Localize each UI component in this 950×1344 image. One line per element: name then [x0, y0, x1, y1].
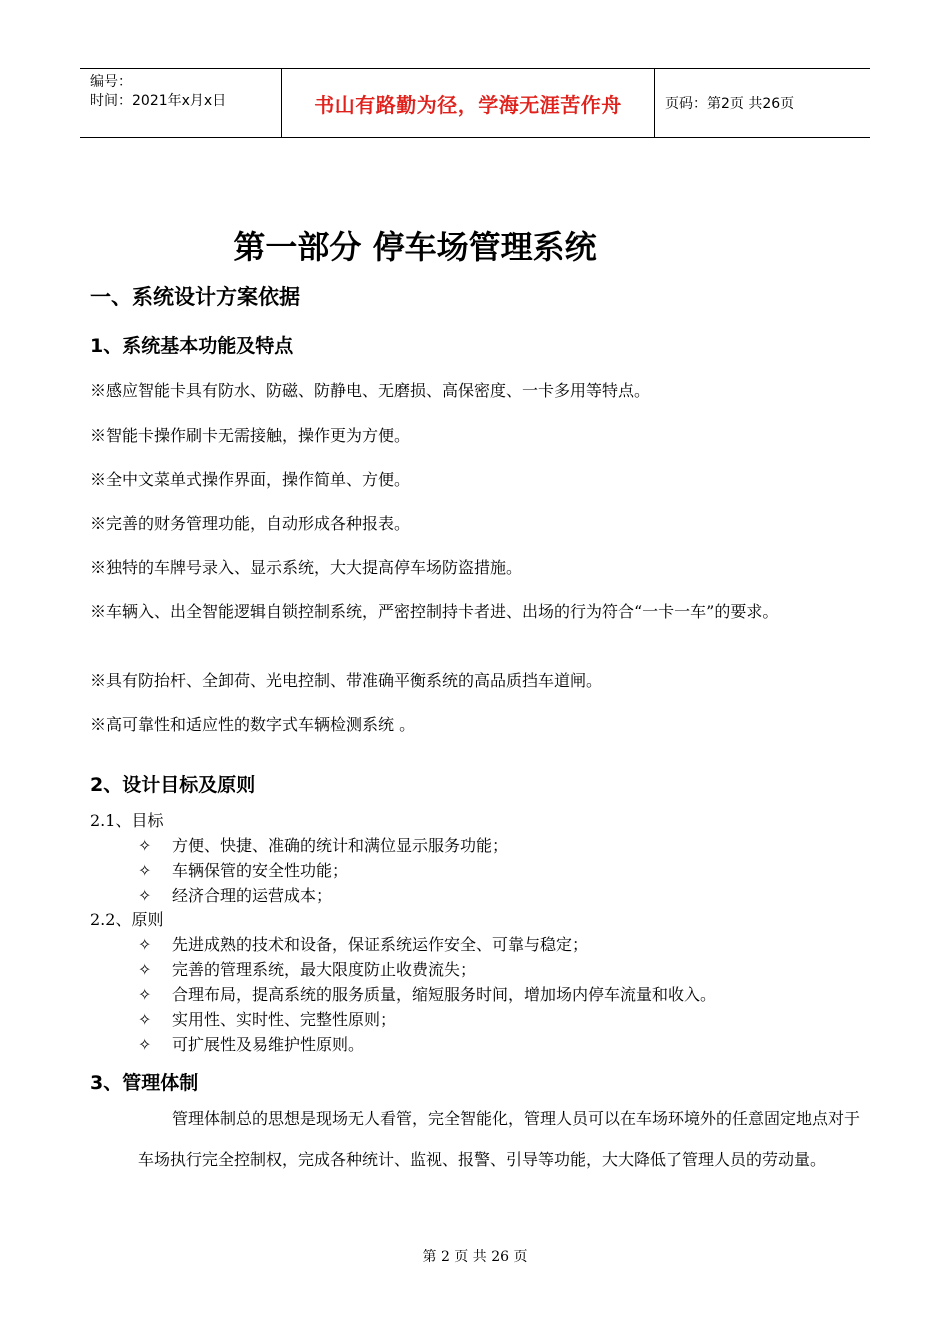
date-label: 时间：2021年x月x日 — [90, 93, 227, 109]
management-paragraph: 管理体制总的思想是现场无人看管，完全智能化，管理人员可以在车场环境外的任意固定地点对于车场执行完全控制权，完成各种统计、监视、报警、引导等功能，大大降低了管理人员的劳动量。 — [138, 1109, 861, 1169]
principle-item: ✧ 实用性、实时性、完整性原则； — [138, 1010, 397, 1029]
page-footer: 第 2 页 共 26 页 — [422, 1249, 528, 1265]
subsection-heading-2: 2、设计目标及原则 — [90, 774, 256, 796]
subsection-heading-3: 3、管理体制 — [90, 1072, 199, 1094]
feature-item: ※智能卡操作刷卡无需接触，操作更为方便。 — [90, 426, 411, 445]
feature-item: ※高可靠性和适应性的数字式车辆检测系统 。 — [90, 715, 416, 734]
principle-item: ✧ 可扩展性及易维护性原则。 — [138, 1035, 365, 1054]
header-meta — [80, 69, 282, 137]
goal-item: ✧ 方便、快捷、准确的统计和满位显示服务功能； — [138, 836, 509, 855]
feature-item: ※感应智能卡具有防水、防磁、防静电、无磨损、高保密度、一卡多用等特点。 — [90, 381, 651, 400]
diamond-bullet-icon: ✧ — [138, 861, 152, 880]
section-heading: 一、系统设计方案依据 — [90, 285, 300, 309]
feature-item: ※车辆入、出全智能逻辑自锁控制系统，严密控制持卡者进、出场的行为符合“一卡一车”的要求。 — [90, 602, 779, 621]
diamond-bullet-icon: ✧ — [138, 1035, 152, 1054]
page-info: 页码：第2页 共26页 — [665, 96, 795, 112]
number-label: 编号： — [90, 74, 132, 90]
principle-item: ✧ 完善的管理系统，最大限度防止收费流失； — [138, 960, 477, 979]
goal-label: 2.1、目标 — [90, 811, 164, 830]
subsection-heading-1: 1、系统基本功能及特点 — [90, 335, 294, 357]
principle-item: ✧ 合理布局，提高系统的服务质量，缩短服务时间，增加场内停车流量和收入。 — [138, 985, 717, 1004]
diamond-bullet-icon: ✧ — [138, 960, 152, 979]
diamond-bullet-icon: ✧ — [138, 886, 152, 905]
feature-item: ※全中文菜单式操作界面，操作简单、方便。 — [90, 470, 411, 489]
feature-item: ※独特的车牌号录入、显示系统，大大提高停车场防盗措施。 — [90, 558, 523, 577]
document-title: 第一部分 停车场管理系统 — [233, 228, 597, 266]
header-motto-cell — [282, 69, 655, 137]
principle-label: 2.2、原则 — [90, 910, 164, 929]
diamond-bullet-icon: ✧ — [138, 836, 152, 855]
diamond-bullet-icon: ✧ — [138, 935, 152, 954]
goal-item: ✧ 车辆保管的安全性功能； — [138, 861, 349, 880]
diamond-bullet-icon: ✧ — [138, 985, 152, 1004]
feature-item: ※完善的财务管理功能，自动形成各种报表。 — [90, 514, 411, 533]
principle-item: ✧ 先进成熟的技术和设备，保证系统运作安全、可靠与稳定； — [138, 935, 589, 954]
diamond-bullet-icon: ✧ — [138, 1010, 152, 1029]
goal-item: ✧ 经济合理的运营成本； — [138, 886, 333, 905]
motto: 书山有路勤为径，学海无涯苦作舟 — [314, 92, 622, 117]
page-header — [80, 68, 870, 138]
feature-item: ※具有防抬杆、全卸荷、光电控制、带准确平衡系统的高品质挡车道闸。 — [90, 671, 603, 690]
